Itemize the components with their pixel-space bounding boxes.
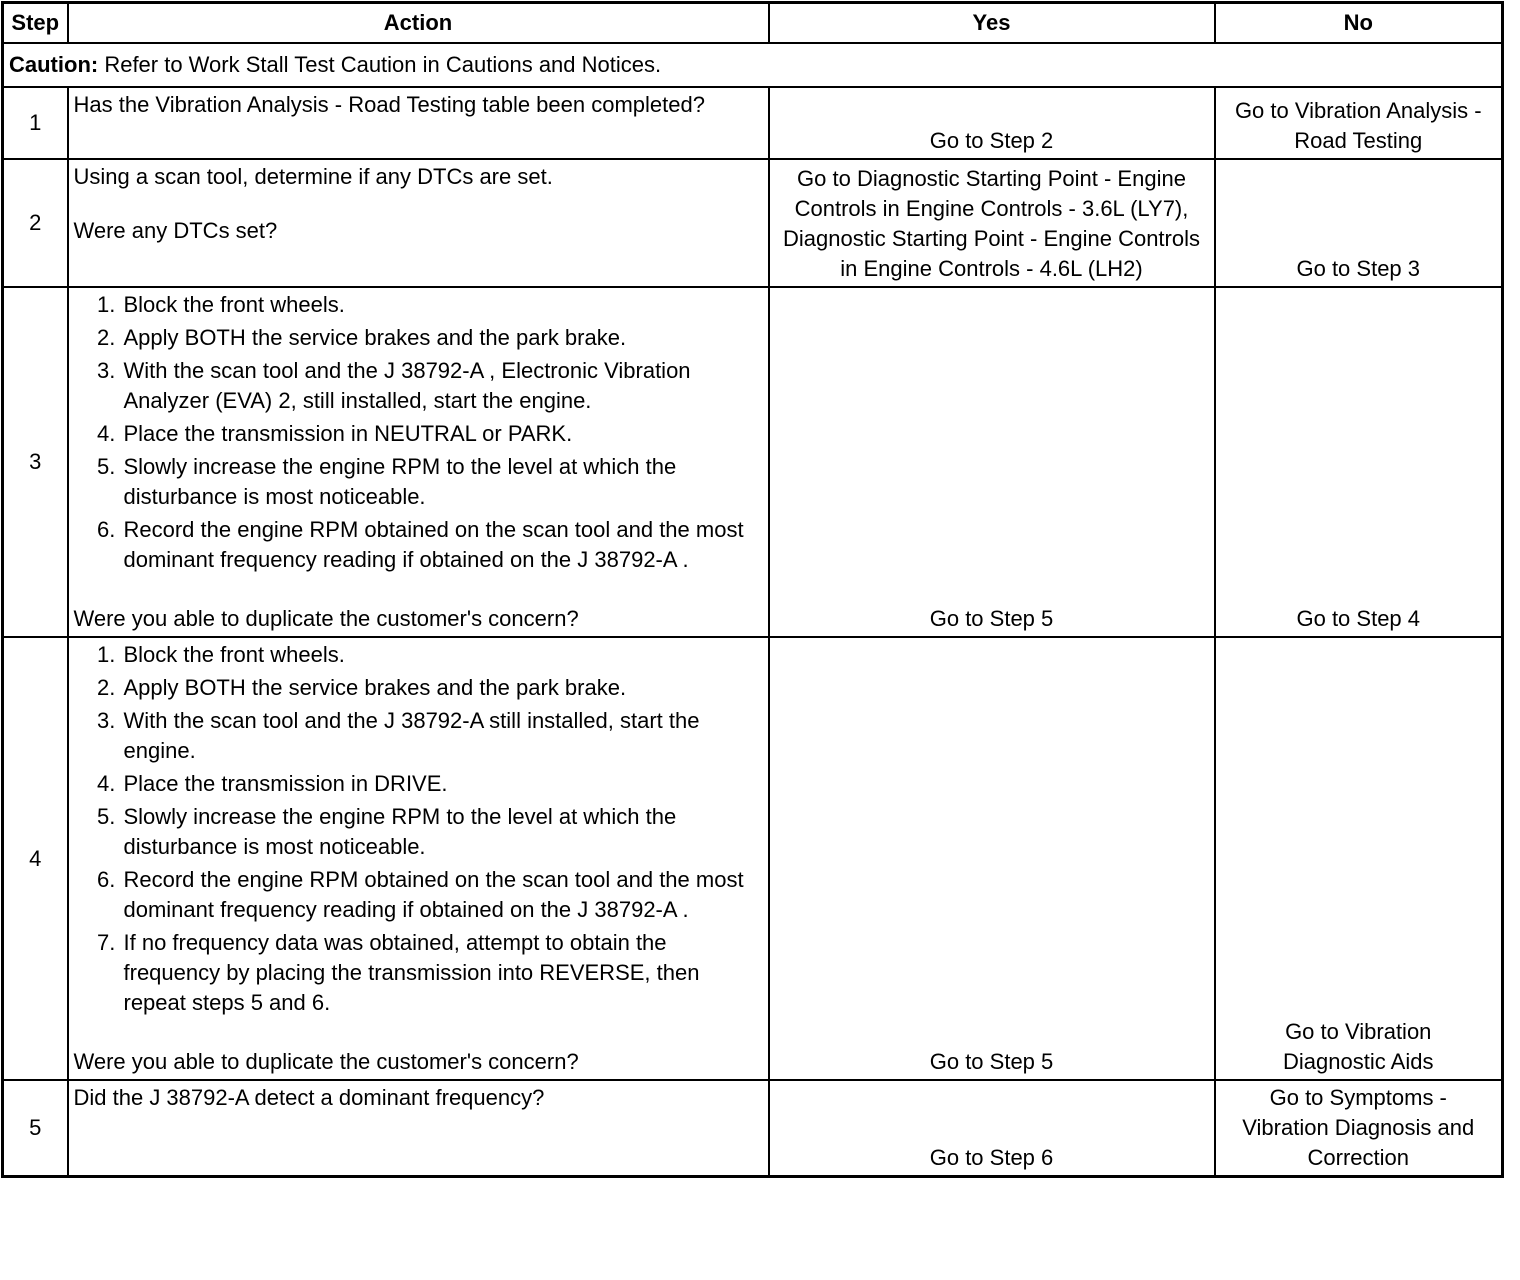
action-cell bbox=[68, 637, 769, 1080]
list-item: 1. Block the front wheels. bbox=[122, 640, 763, 670]
header-row bbox=[3, 3, 1503, 44]
action-cell bbox=[68, 159, 769, 287]
table-row-step-2 bbox=[3, 159, 1503, 287]
step-number: 5 bbox=[3, 1080, 68, 1177]
header-step: Step bbox=[3, 3, 68, 44]
caution-text: Refer to Work Stall Test Caution in Cautions and Notices. bbox=[98, 52, 662, 77]
caution-label: Caution: bbox=[9, 52, 99, 77]
yes-cell: Go to Step 5 bbox=[769, 287, 1215, 637]
yes-cell: Go to Step 2 bbox=[769, 87, 1215, 159]
step-number: 3 bbox=[3, 287, 68, 637]
action-intro: Using a scan tool, determine if any DTCs are set. bbox=[73, 164, 553, 189]
header-yes: Yes bbox=[769, 3, 1215, 44]
list-item: 5. Slowly increase the engine RPM to the level at which the disturbance is most noticeable. bbox=[122, 452, 763, 512]
list-item: 3. With the scan tool and the J 38792-A , Electronic Vibration Analyzer (EVA) 2, still installed, start the engine. bbox=[122, 356, 763, 416]
diagnostic-table bbox=[1, 1, 1504, 1178]
table-row-step-5 bbox=[3, 1080, 1503, 1177]
caution-cell bbox=[3, 43, 1503, 87]
action-cell bbox=[68, 287, 769, 637]
header-action: Action bbox=[68, 3, 769, 44]
yes-cell: Go to Diagnostic Starting Point - Engine Controls in Engine Controls - 3.6L (LY7), Diagnostic Starting Point - Engine Controls in Engine Controls - 4.6L (LH2) bbox=[769, 159, 1215, 287]
procedure-list bbox=[74, 640, 763, 1018]
no-cell: Go to Step 4 bbox=[1215, 287, 1503, 637]
action-question: Were any DTCs set? bbox=[73, 218, 278, 243]
header-no: No bbox=[1215, 3, 1503, 44]
list-item: 2. Apply BOTH the service brakes and the park brake. bbox=[122, 323, 763, 353]
action-question: Were you able to duplicate the customer's concern? bbox=[73, 606, 579, 631]
no-cell: Go to Vibration Analysis - Road Testing bbox=[1215, 87, 1503, 159]
list-item: 4. Place the transmission in NEUTRAL or PARK. bbox=[122, 419, 763, 449]
list-item: 4. Place the transmission in DRIVE. bbox=[122, 769, 763, 799]
step-number: 4 bbox=[3, 637, 68, 1080]
action-cell: Did the J 38792-A detect a dominant frequency? bbox=[68, 1080, 769, 1177]
list-item: 6. Record the engine RPM obtained on the scan tool and the most dominant frequency reading if obtained on the J 38792-A . bbox=[122, 515, 763, 575]
yes-cell: Go to Step 5 bbox=[769, 637, 1215, 1080]
procedure-list bbox=[74, 290, 763, 575]
list-item: 6. Record the engine RPM obtained on the scan tool and the most dominant frequency reading if obtained on the J 38792-A . bbox=[122, 865, 763, 925]
list-item: 5. Slowly increase the engine RPM to the level at which the disturbance is most noticeable. bbox=[122, 802, 763, 862]
caution-row bbox=[3, 43, 1503, 87]
list-item: 1. Block the front wheels. bbox=[122, 290, 763, 320]
no-cell: Go to Symptoms - Vibration Diagnosis and Correction bbox=[1215, 1080, 1503, 1177]
step-number: 2 bbox=[3, 159, 68, 287]
step-number: 1 bbox=[3, 87, 68, 159]
table-row-step-4 bbox=[3, 637, 1503, 1080]
list-item: 7. If no frequency data was obtained, attempt to obtain the frequency by placing the transmission into REVERSE, then repeat steps 5 and 6. bbox=[122, 928, 763, 1018]
list-item: 3. With the scan tool and the J 38792-A still installed, start the engine. bbox=[122, 706, 763, 766]
table-row-step-3 bbox=[3, 287, 1503, 637]
action-question: Were you able to duplicate the customer's concern? bbox=[73, 1049, 579, 1074]
no-cell: Go to Step 3 bbox=[1215, 159, 1503, 287]
list-item: 2. Apply BOTH the service brakes and the park brake. bbox=[122, 673, 763, 703]
action-cell: Has the Vibration Analysis - Road Testing table been completed? bbox=[68, 87, 769, 159]
yes-cell: Go to Step 6 bbox=[769, 1080, 1215, 1177]
table-row-step-1 bbox=[3, 87, 1503, 159]
no-cell: Go to Vibration Diagnostic Aids bbox=[1215, 637, 1503, 1080]
